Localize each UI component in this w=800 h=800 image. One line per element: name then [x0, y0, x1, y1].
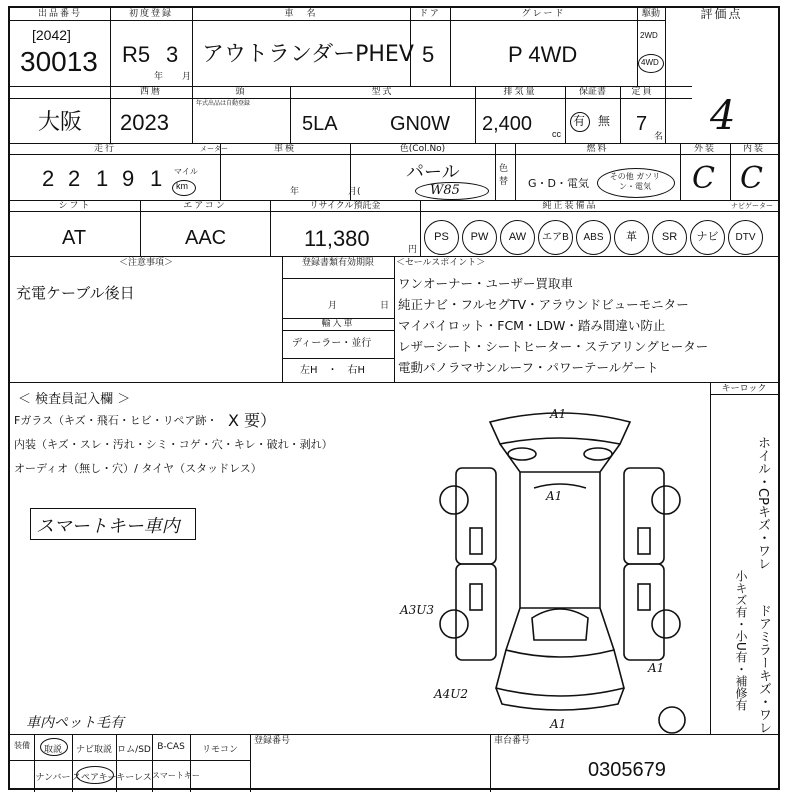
- doc-day: 日: [380, 301, 390, 311]
- western-year-label: 西暦: [139, 87, 162, 97]
- insp-month-unit: 月(: [348, 187, 361, 197]
- doors-label: ドア: [419, 9, 441, 19]
- drive-4wd: 4WD: [641, 58, 659, 67]
- equip-ps: PS: [424, 220, 459, 255]
- equipment-label: 純正装備品: [542, 201, 598, 211]
- side-text-mirror: ドアミラーキズ・ワレ: [756, 604, 771, 734]
- first-reg-label: 初度登録: [128, 9, 173, 19]
- sales-point: レザーシート・シートヒーター・ステアリングヒーター: [398, 339, 709, 354]
- recycle-value: 11,380: [304, 226, 370, 251]
- reg-no-label: 登録番号: [254, 736, 291, 746]
- fuel-value: G・D・電気: [528, 177, 589, 190]
- score-label: 評価点: [700, 7, 743, 21]
- side-text-wheel: ホイル・CPキズ・ワレ: [755, 436, 770, 570]
- audio-text: オーディオ（無し・穴）/ タイヤ（スタッドレス）: [14, 462, 262, 475]
- displacement-label: 排気量: [503, 87, 537, 97]
- fglass-mark: X 要）: [228, 411, 277, 430]
- wheel-front-right: [652, 486, 680, 514]
- item-bcas: B-CAS: [157, 742, 185, 752]
- item-navi-manual: ナビ取説: [75, 745, 112, 755]
- color-label: 色(Col.No): [399, 144, 446, 154]
- equip-pw: PW: [462, 220, 497, 255]
- navi-label: ナビゲーター: [731, 202, 773, 210]
- door-window-left: [470, 528, 482, 554]
- drive-label: 駆動: [641, 9, 660, 19]
- wheel-rear-left: [440, 610, 468, 638]
- warranty-yes: 有: [573, 114, 586, 128]
- color-code: W85: [430, 183, 460, 198]
- capacity-label: 定員: [631, 87, 654, 97]
- equip-leather: 革: [614, 220, 649, 255]
- unit-km: km: [176, 181, 188, 191]
- shift-label: シフト: [58, 201, 92, 211]
- ac-value: AAC: [185, 227, 227, 249]
- items-label: 装備: [14, 741, 30, 750]
- exterior-grade: C: [692, 161, 715, 196]
- insp-year-unit: 年: [290, 187, 300, 197]
- model-prefix: 5LA: [302, 113, 338, 135]
- capacity-unit: 名: [654, 131, 664, 141]
- item-smart-key: スマートキー: [152, 771, 200, 780]
- damage-mark: A4U2: [434, 687, 469, 701]
- mileage-digit: 9: [122, 166, 135, 191]
- item-spare-key: スペアキー: [72, 773, 117, 783]
- damage-mark: A1: [550, 717, 567, 731]
- drive-2wd: 2WD: [640, 31, 658, 40]
- rear-window-right: [638, 584, 650, 610]
- area-value: 大阪: [38, 110, 83, 135]
- fuel-other: その他 ガソリン・電気: [609, 172, 661, 191]
- interior-grade: C: [740, 161, 763, 196]
- item-remote: リモコン: [201, 745, 238, 755]
- ac-label: エアコン: [183, 201, 227, 211]
- interior-label: 内装: [742, 144, 765, 154]
- color-value: パール: [406, 162, 460, 183]
- item-rom-sd: ロム/SD: [117, 745, 151, 755]
- mileage-digit: 2: [68, 166, 81, 191]
- color-change: 色替: [499, 164, 509, 187]
- shift-value: AT: [62, 227, 87, 249]
- import-label: 頭: [235, 87, 247, 97]
- sales-point: マイパイロット・FCM・LDW・踏み間違い防止: [398, 318, 666, 333]
- doors-value: 5: [422, 42, 435, 67]
- smartkey-note: スマートキー車内: [36, 516, 180, 537]
- fglass-text: Fガラス（キズ・飛石・ヒビ・リペア跡・: [14, 414, 218, 427]
- equip-navi: ナビ: [690, 220, 725, 255]
- capacity-value: 7: [636, 113, 648, 135]
- damage-mark: A1: [550, 407, 567, 421]
- fuel-label: 燃料: [586, 144, 609, 154]
- mileage-digit: 2: [42, 166, 55, 191]
- item-plate: ナンバー: [35, 773, 71, 783]
- equip-sr: SR: [652, 220, 687, 255]
- recycle-label: リサイクル預託金: [309, 201, 381, 211]
- import-type: ディーラー・並行: [292, 338, 372, 349]
- auction-sheet: [8, 6, 780, 790]
- import-sub: 年式出品は自動登録: [196, 100, 251, 107]
- lot-bracket: [2042]: [32, 27, 71, 43]
- car-rear-glass: [506, 608, 614, 657]
- item-manual-circle: [40, 738, 68, 756]
- item-spare-key-circle: [76, 766, 114, 784]
- grade-value: P 4WD: [508, 42, 578, 67]
- item-keyless: キーレス: [116, 773, 152, 783]
- yen-unit: 円: [408, 245, 418, 255]
- car-dash: [534, 484, 586, 488]
- side-text-repair: 小キズ有・小U有・補修有: [734, 570, 748, 711]
- doc-label: 登録書類有効期限: [301, 258, 374, 268]
- wheel-front-left: [440, 486, 468, 514]
- warranty-label: 保証書: [578, 87, 606, 97]
- item-manual: 取説: [43, 745, 62, 755]
- spare-wheel: [659, 707, 685, 733]
- exterior-label: 外装: [693, 144, 716, 154]
- inspection-label: 車検: [273, 144, 296, 154]
- lot-number: 30013: [20, 46, 98, 77]
- sales-point: ワンオーナー・ユーザー買取車: [398, 276, 574, 291]
- doc-month: 月: [328, 301, 338, 311]
- car-name-label: 車 名: [284, 9, 318, 19]
- mileage-digit: 1: [150, 166, 163, 191]
- keylock-label: キーロック: [721, 384, 767, 394]
- lot-no-label: 出品番号: [37, 9, 82, 19]
- era-year: R5: [122, 42, 151, 67]
- equip-airbag: エアB: [538, 220, 573, 255]
- model-label: 型式: [371, 87, 394, 97]
- import-type-label: 輸入車: [321, 319, 355, 329]
- car-side-front-left: [456, 468, 496, 564]
- month-unit: 月: [182, 71, 192, 81]
- caution-label: ＜注意事項＞: [118, 258, 173, 268]
- grade-label: グレード: [521, 9, 566, 19]
- sales-label: ＜セールスポイント＞: [396, 258, 486, 268]
- car-side-front-right: [624, 468, 664, 564]
- equip-aw: AW: [500, 220, 535, 255]
- interior-text: 内装（キズ・スレ・汚れ・シミ・コゲ・穴・キレ・破れ・剥れ）: [14, 438, 333, 451]
- rear-window-left: [470, 584, 482, 610]
- damage-mark: A1: [648, 661, 665, 675]
- model-code: GN0W: [390, 113, 450, 135]
- reg-month: 3: [166, 42, 179, 67]
- wheel-rear-right: [652, 610, 680, 638]
- chassis-label: 車台番号: [494, 736, 531, 746]
- chassis-number: 0305679: [588, 759, 666, 781]
- year-unit: 年: [154, 71, 164, 81]
- car-diagram: [400, 388, 710, 734]
- cc-unit: cc: [552, 129, 561, 139]
- pet-note: 車内ペット毛有: [26, 715, 124, 731]
- damage-mark: A1: [546, 489, 563, 503]
- steering: 左H ・ 右H: [300, 365, 366, 376]
- equip-abs: ABS: [576, 220, 611, 255]
- sales-point: 純正ナビ・フルセグTV・アラウンドビューモニター: [398, 297, 689, 312]
- mileage-label: 走行: [93, 144, 116, 154]
- western-year: 2023: [120, 110, 169, 135]
- damage-mark: A3U3: [400, 603, 435, 617]
- door-window-right: [638, 528, 650, 554]
- meter-label: メーター: [200, 145, 228, 153]
- inspector-title: ＜ 検査員記入欄 ＞: [18, 392, 131, 407]
- car-name: アウトランダーPHEV: [202, 42, 414, 67]
- caution-text: 充電ケーブル後日: [16, 284, 135, 302]
- car-rear-seat: [532, 609, 588, 640]
- mileage-digit: 1: [96, 166, 109, 191]
- car-mirror-right: [584, 448, 612, 460]
- warranty-no: 無: [598, 114, 611, 128]
- car-mirror-left: [508, 448, 536, 460]
- displacement-value: 2,400: [482, 113, 533, 135]
- equip-dtv: DTV: [728, 220, 763, 255]
- unit-mile: マイル: [174, 167, 198, 176]
- score-value: 4: [710, 93, 736, 139]
- sales-point: 電動パノラマサンルーフ・パワーテールゲート: [398, 360, 659, 375]
